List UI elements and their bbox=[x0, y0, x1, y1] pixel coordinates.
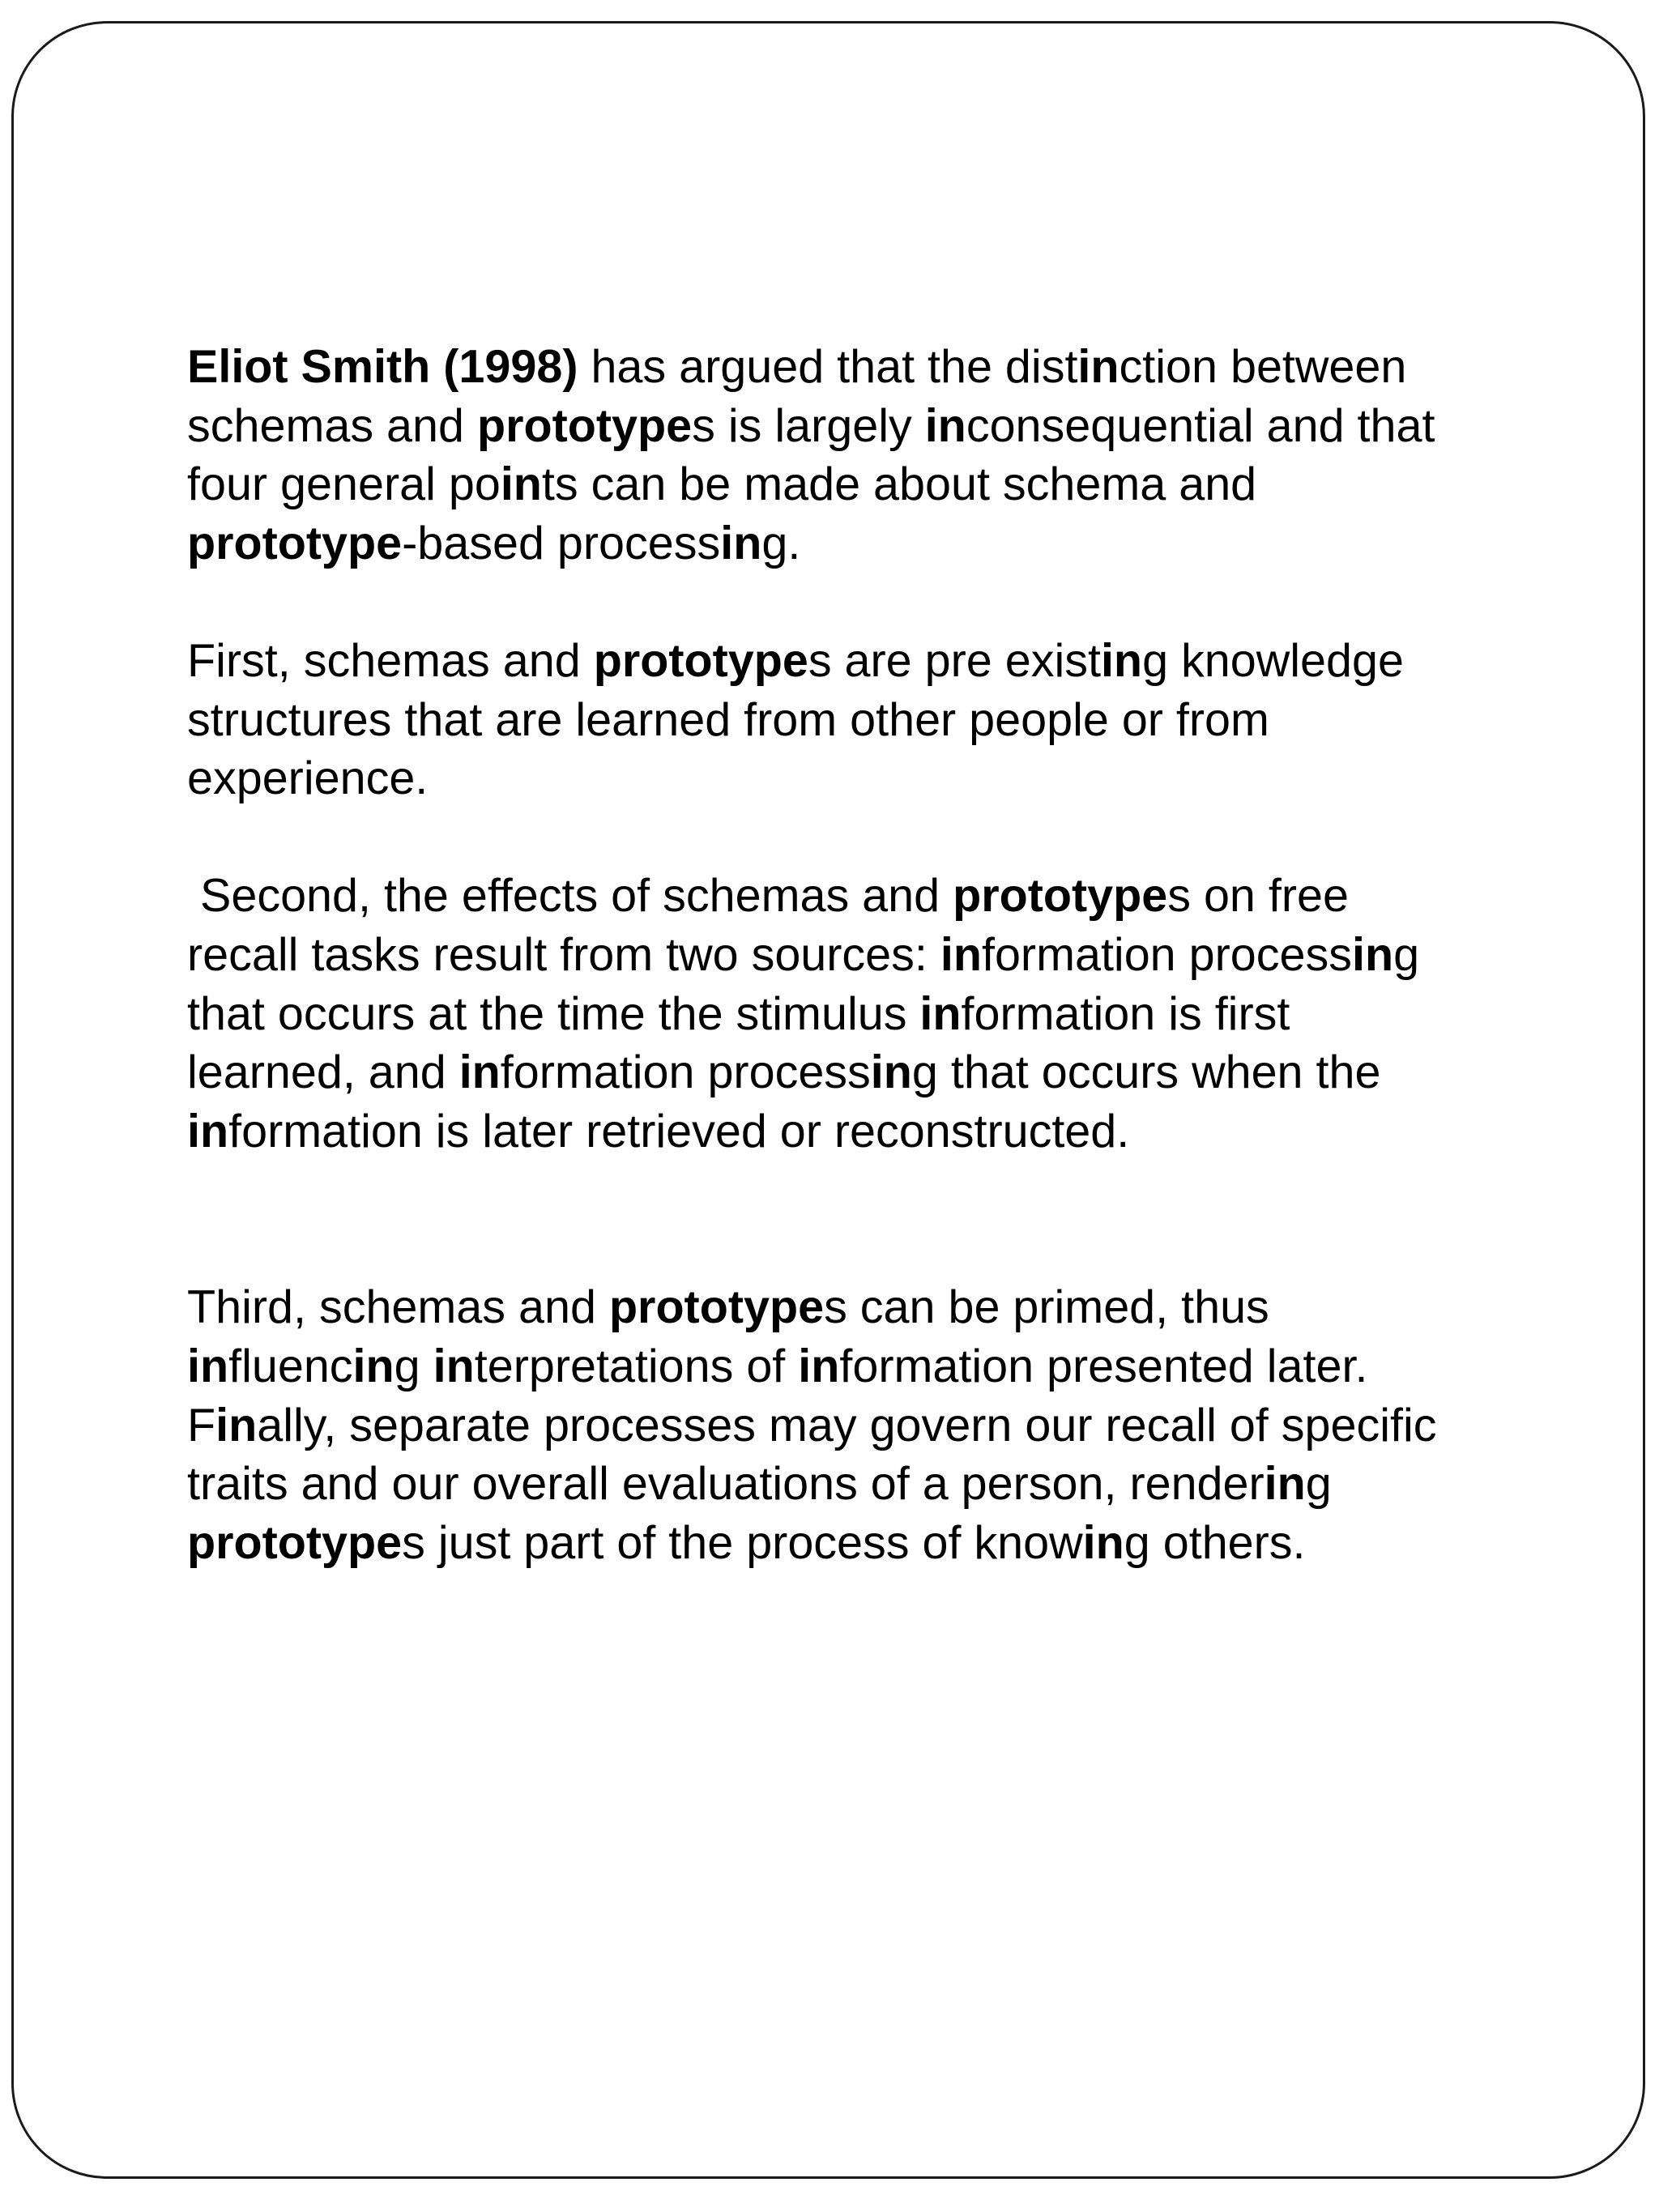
bold-text-run: in bbox=[187, 1340, 229, 1392]
paragraph-spacer bbox=[187, 808, 1564, 867]
text-run: ction between schemas and bbox=[187, 341, 1407, 452]
bold-text-run: in bbox=[919, 987, 962, 1040]
bold-text-run: in bbox=[1077, 341, 1120, 393]
bold-text-run: in bbox=[187, 1105, 229, 1157]
bold-text-run: in bbox=[500, 458, 542, 511]
bold-text-run: prototype bbox=[187, 517, 403, 569]
text-run: formation process bbox=[500, 1046, 871, 1099]
bold-text-run: in bbox=[1082, 1516, 1124, 1569]
paragraph-spacer bbox=[187, 1161, 1564, 1278]
bold-text-run: in bbox=[1100, 634, 1143, 687]
text-run: s is largely bbox=[692, 399, 925, 452]
bold-text-run: in bbox=[215, 1399, 258, 1451]
text-run: has argued that the dist bbox=[578, 341, 1078, 393]
bold-text-run: in bbox=[940, 928, 982, 981]
paragraph-third-and-final-points bbox=[187, 1278, 1564, 1572]
bold-text-run: in bbox=[1351, 928, 1394, 981]
paragraph-spacer bbox=[187, 573, 1564, 632]
text-run: s are pre exist bbox=[808, 634, 1101, 687]
bold-text-run: prototype bbox=[476, 399, 693, 452]
text-run: formation is later retrieved or reconstructed. bbox=[228, 1105, 1130, 1157]
text-run: formation presented later. F bbox=[187, 1340, 1368, 1451]
text-run: ts can be made about schema and bbox=[541, 458, 1257, 511]
text-run: g bbox=[394, 1340, 433, 1392]
text-run: formation process bbox=[981, 928, 1352, 981]
text-run: g others. bbox=[1124, 1516, 1306, 1569]
bold-text-run: prototype bbox=[593, 634, 808, 687]
text-run: -based process bbox=[402, 517, 721, 569]
text-run: terpretations of bbox=[474, 1340, 799, 1392]
bold-text-run: in bbox=[720, 517, 762, 569]
bold-text-run: Eliot Smith (1998) bbox=[187, 341, 578, 393]
bold-text-run: prototype bbox=[187, 1516, 403, 1569]
text-run: Third, schemas and bbox=[187, 1281, 609, 1334]
text-run: fluenc bbox=[228, 1340, 353, 1392]
paragraph-eliot-smith-argument bbox=[187, 338, 1564, 573]
bold-text-run: in bbox=[1264, 1458, 1306, 1511]
slide-frame bbox=[11, 21, 1645, 2179]
bold-text-run: prototype bbox=[608, 1281, 825, 1334]
text-run: ally, separate processes may govern our recall of specific traits and our overall evaluations of a person, render bbox=[187, 1399, 1437, 1511]
bold-text-run: in bbox=[870, 1046, 912, 1099]
paragraph-first-point bbox=[187, 632, 1564, 808]
text-run: s on free recall tasks result from two sources: bbox=[187, 870, 1349, 981]
paragraph-second-point bbox=[187, 867, 1564, 1161]
bold-text-run: in bbox=[798, 1340, 840, 1392]
bold-text-run: prototype bbox=[953, 870, 1168, 923]
text-run: g knowledge structures that are learned from other people or from experience. bbox=[187, 634, 1404, 805]
text-run: Second, the effects of schemas and bbox=[187, 870, 953, 923]
text-run: First, schemas and bbox=[187, 634, 594, 687]
bold-text-run: in bbox=[433, 1340, 475, 1392]
text-run: consequential and that four general po bbox=[187, 399, 1435, 511]
text-run: s can be primed, thus bbox=[824, 1281, 1269, 1334]
bold-text-run: in bbox=[924, 399, 966, 452]
bold-text-run: in bbox=[352, 1340, 394, 1392]
text-run: formation is first learned, and bbox=[187, 987, 1290, 1099]
text-run: g bbox=[1305, 1458, 1332, 1511]
text-run: g that occurs when the bbox=[911, 1046, 1381, 1099]
text-run: g. bbox=[761, 517, 801, 569]
text-run: g that occurs at the time the stimulus bbox=[187, 928, 1420, 1040]
bold-text-run: in bbox=[458, 1046, 501, 1099]
slide-text-body bbox=[187, 338, 1564, 1572]
text-run: s just part of the process of know bbox=[402, 1516, 1083, 1569]
